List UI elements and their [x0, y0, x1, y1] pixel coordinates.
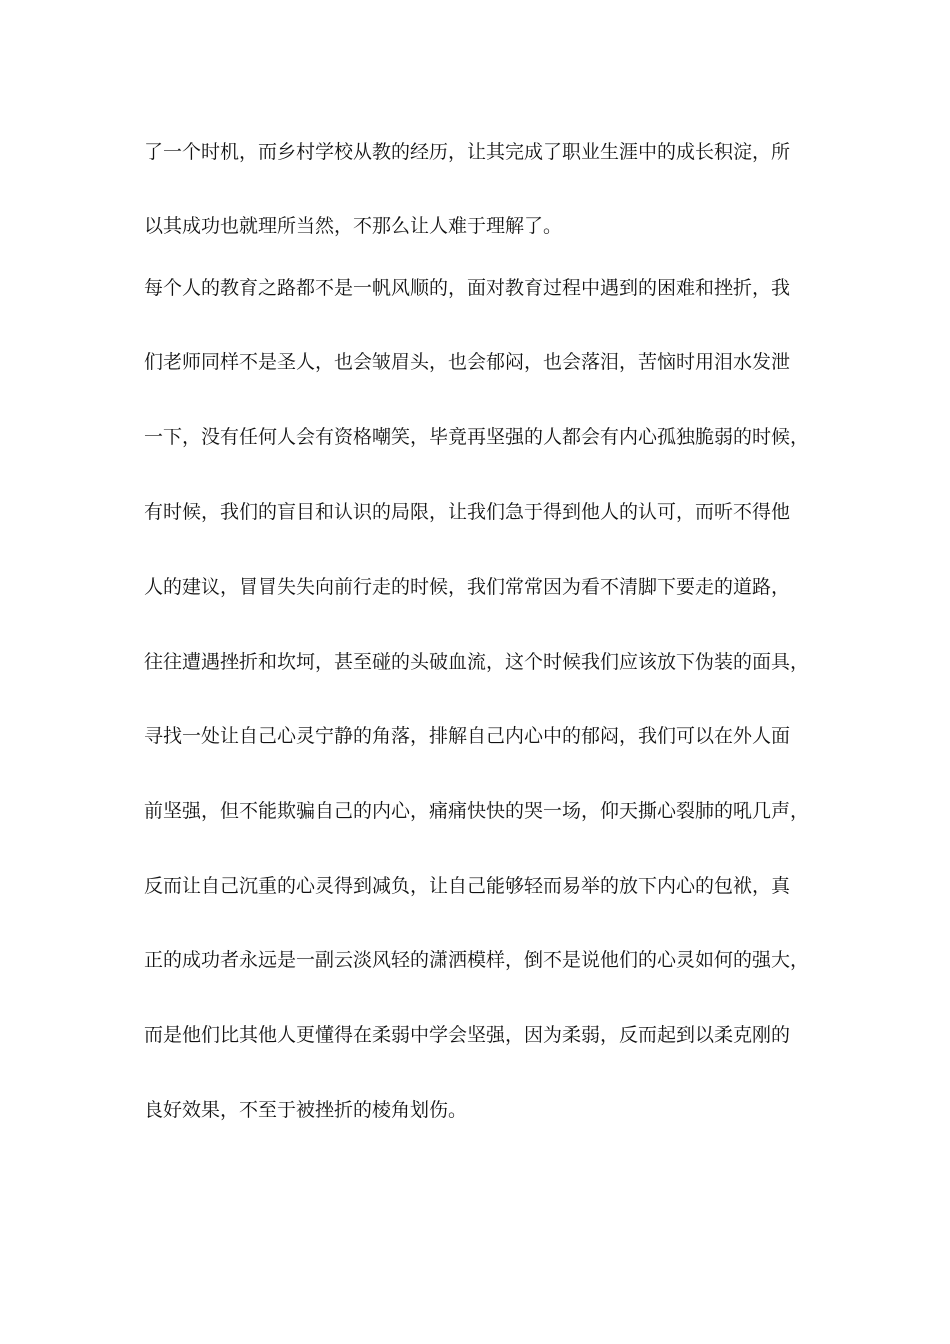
paragraph-line: 每个人的教育之路都不是一帆风顺的，面对教育过程中遇到的困难和挫折，我	[144, 277, 791, 299]
paragraph-line: 正的成功者永远是一副云淡风轻的潇洒模样，倒不是说他们的心灵如何的强大，	[144, 949, 810, 971]
paragraph-line: 人的建议，冒冒失失向前行走的时候，我们常常因为看不清脚下要走的道路，	[144, 576, 791, 598]
paragraph-line: 了一个时机，而乡村学校从教的经历，让其完成了职业生涯中的成长积淀，所	[144, 141, 791, 163]
paragraph-line: 往往遭遇挫折和坎坷，甚至碰的头破血流，这个时候我们应该放下伪装的面具，	[144, 651, 810, 673]
paragraph-line: 一下，没有任何人会有资格嘲笑，毕竟再坚强的人都会有内心孤独脆弱的时候，	[144, 426, 810, 448]
paragraph-line: 反而让自己沉重的心灵得到减负，让自己能够轻而易举的放下内心的包袱，真	[144, 875, 791, 897]
paragraph-line: 良好效果，不至于被挫折的棱角划伤。	[144, 1099, 468, 1121]
paragraph-line: 寻找一处让自己心灵宁静的角落，排解自己内心中的郁闷，我们可以在外人面	[144, 725, 791, 747]
paragraph-line: 前坚强，但不能欺骗自己的内心，痛痛快快的哭一场，仰天撕心裂肺的吼几声，	[144, 800, 810, 822]
paragraph-line: 有时候，我们的盲目和认识的局限，让我们急于得到他人的认可，而听不得他	[144, 501, 791, 523]
paragraph-line: 们老师同样不是圣人，也会皱眉头，也会郁闷，也会落泪，苦恼时用泪水发泄	[144, 351, 791, 373]
paragraph-line: 以其成功也就理所当然，不那么让人难于理解了。	[144, 215, 563, 237]
paragraph-line: 而是他们比其他人更懂得在柔弱中学会坚强，因为柔弱，反而起到以柔克刚的	[144, 1024, 791, 1046]
